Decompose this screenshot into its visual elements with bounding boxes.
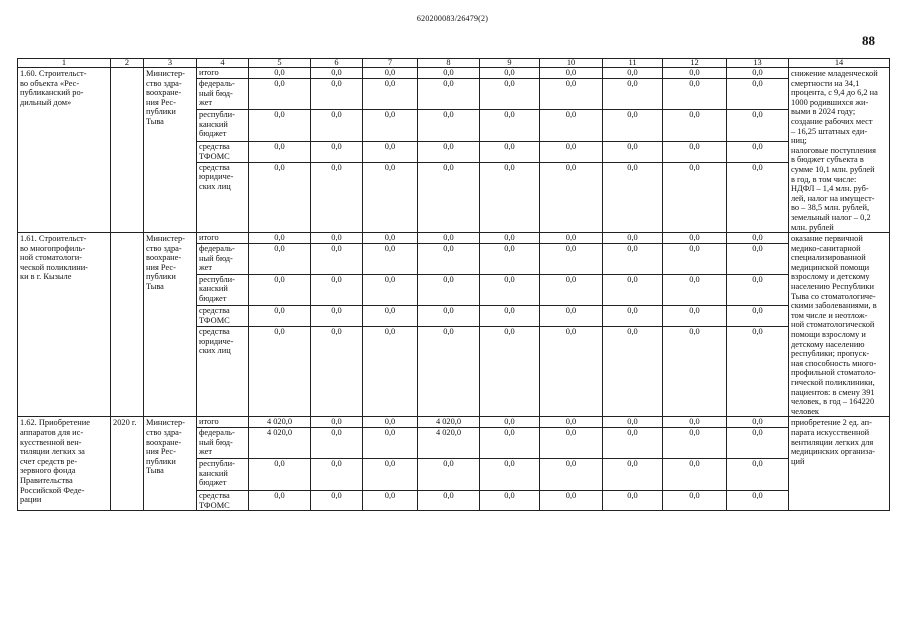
funding-value: 0,0: [540, 233, 603, 244]
funding-value: 0,0: [363, 162, 418, 232]
funding-value: 0,0: [603, 274, 663, 306]
text-line: медицинской помощи: [791, 262, 870, 272]
text-line: федераль-: [199, 427, 235, 437]
funding-value: 0,0: [249, 306, 311, 327]
funding-value: 0,0: [727, 274, 789, 306]
text-line: медицинских организа-: [791, 447, 875, 457]
funding-source: [197, 427, 249, 458]
text-line: парата искусственной: [791, 427, 870, 437]
column-number: 2: [111, 59, 144, 68]
funding-value: 0,0: [727, 458, 789, 490]
text-line: скими заболеваниями, в: [791, 301, 877, 311]
text-line: воохране-: [146, 253, 182, 263]
funding-value: 0,0: [727, 78, 789, 109]
text-line: ство здра-: [146, 78, 182, 88]
funding-value: 0,0: [363, 417, 418, 428]
funding-value: 0,0: [363, 274, 418, 306]
text-line: гической поликлиники,: [791, 378, 875, 387]
text-line: детскому населению: [791, 339, 865, 349]
text-line: ной стоматологи-: [20, 253, 82, 263]
funding-value: 0,0: [249, 243, 311, 274]
text-line: медико-санитарной: [791, 243, 861, 253]
funding-value: 0,0: [311, 68, 363, 79]
text-line: юридиче-: [199, 336, 234, 346]
text-line: Российской Феде-: [20, 485, 85, 495]
text-line: во многопрофиль-: [20, 243, 86, 253]
funding-source: [197, 109, 249, 141]
funding-value: 0,0: [540, 417, 603, 428]
funding-value: 0,0: [603, 427, 663, 458]
funding-value: 0,0: [603, 490, 663, 510]
text-line: выми в 2024 году;: [791, 107, 856, 117]
text-line: ство здра-: [146, 427, 182, 437]
text-line: ских лиц: [199, 181, 231, 191]
column-number: 7: [363, 59, 418, 68]
funding-value: 0,0: [540, 141, 603, 162]
funding-value: 0,0: [727, 327, 789, 417]
text-line: млн. рублей: [791, 222, 834, 232]
column-number: 4: [197, 59, 249, 68]
funding-value: 0,0: [727, 233, 789, 244]
text-line: публики: [146, 272, 176, 282]
text-line: ческой поликлини-: [20, 262, 88, 272]
funding-value: 0,0: [540, 68, 603, 79]
text-line: взрослому и детскому: [791, 272, 870, 282]
funding-value: 0,0: [480, 78, 540, 109]
text-line: жет: [199, 447, 213, 457]
funding-value: 0,0: [418, 141, 480, 162]
text-line: дильный дом»: [20, 97, 72, 107]
funding-value: 0,0: [418, 233, 480, 244]
expected-result: [789, 233, 890, 417]
text-line: итого: [199, 233, 219, 243]
funding-value: 0,0: [311, 109, 363, 141]
table-row: [18, 417, 890, 428]
column-number: 6: [311, 59, 363, 68]
funding-value: 0,0: [363, 243, 418, 274]
text-line: ТФОМС: [199, 316, 230, 326]
funding-value: 4 020,0: [418, 427, 480, 458]
text-line: населению Республики: [791, 282, 874, 292]
text-line: ций: [791, 456, 805, 466]
funding-value: 0,0: [418, 109, 480, 141]
funding-value: 0,0: [663, 427, 727, 458]
funding-value: 0,0: [418, 162, 480, 232]
funding-value: 0,0: [480, 327, 540, 417]
funding-value: 0,0: [311, 243, 363, 274]
column-number: 1: [18, 59, 111, 68]
funding-value: 0,0: [663, 68, 727, 79]
funding-value: 0,0: [480, 68, 540, 79]
text-line: человек: [791, 406, 819, 416]
funding-value: 0,0: [480, 274, 540, 306]
funding-value: 0,0: [663, 274, 727, 306]
text-line: в год, в том числе:: [791, 174, 857, 184]
funding-source: [197, 68, 249, 79]
funding-value: 0,0: [663, 78, 727, 109]
text-line: зервного фонда: [20, 466, 76, 476]
text-line: 1.61. Строительст-: [20, 234, 87, 244]
text-line: профильной стоматоло-: [791, 368, 876, 378]
funding-value: 0,0: [603, 417, 663, 428]
funding-value: 0,0: [727, 490, 789, 510]
funding-source: [197, 233, 249, 244]
text-line: жет: [199, 98, 213, 108]
funding-value: 0,0: [727, 162, 789, 232]
program-table: [17, 58, 890, 511]
text-line: кусственной вен-: [20, 437, 82, 447]
text-line: ТФОМС: [199, 151, 230, 161]
text-line: создание рабочих мест: [791, 116, 873, 126]
funding-value: 0,0: [480, 233, 540, 244]
funding-value: 0,0: [249, 78, 311, 109]
funding-value: 0,0: [363, 427, 418, 458]
funding-value: 0,0: [603, 243, 663, 274]
funding-value: 0,0: [311, 427, 363, 458]
funding-value: 0,0: [311, 327, 363, 417]
funding-value: 0,0: [363, 458, 418, 490]
funding-value: 0,0: [249, 327, 311, 417]
responsible-executor: [144, 417, 197, 511]
funding-value: 0,0: [540, 490, 603, 510]
text-line: человек, в год – 164220: [791, 397, 875, 407]
funding-value: 0,0: [727, 109, 789, 141]
funding-value: 0,0: [603, 109, 663, 141]
text-line: воохране-: [146, 88, 182, 98]
implementation-year: [111, 233, 144, 417]
text-line: Правительства: [20, 475, 73, 485]
text-line: 1.60. Строительст-: [20, 69, 87, 78]
text-line: средства: [199, 162, 230, 172]
funding-value: 0,0: [663, 233, 727, 244]
text-line: ниц;: [791, 136, 807, 146]
text-line: сумме 10,1 млн. рублей: [791, 164, 875, 174]
funding-value: 0,0: [363, 306, 418, 327]
text-line: канский: [199, 284, 228, 294]
document-id: 620200083/26479(2): [416, 14, 489, 23]
funding-value: 0,0: [311, 141, 363, 162]
text-line: средства: [199, 141, 230, 151]
funding-source: [197, 306, 249, 327]
text-line: ная способность много-: [791, 358, 877, 368]
funding-value: 0,0: [603, 68, 663, 79]
funding-source: [197, 78, 249, 109]
column-number: 5: [249, 59, 311, 68]
funding-value: 0,0: [249, 109, 311, 141]
text-line: республи-: [199, 274, 235, 284]
text-line: вентиляции легких для: [791, 437, 874, 447]
funding-value: 0,0: [363, 233, 418, 244]
text-line: НДФЛ – 1,4 млн. руб-: [791, 184, 869, 194]
funding-value: 0,0: [663, 306, 727, 327]
funding-value: 0,0: [603, 458, 663, 490]
funding-value: 0,0: [727, 243, 789, 274]
text-line: республики; пропуск-: [791, 349, 870, 359]
funding-value: 0,0: [363, 327, 418, 417]
text-line: земельный налог – 0,2: [791, 212, 871, 222]
funding-value: 0,0: [249, 458, 311, 490]
text-line: счет средств ре-: [20, 456, 78, 466]
funding-value: 0,0: [663, 417, 727, 428]
funding-value: 0,0: [540, 274, 603, 306]
text-line: публиканский ро-: [20, 88, 84, 98]
text-line: республи-: [199, 458, 235, 468]
text-line: Тыва со стоматологиче-: [791, 291, 876, 301]
text-line: республи-: [199, 109, 235, 119]
funding-value: 0,0: [249, 274, 311, 306]
text-line: 1000 родившихся жи-: [791, 97, 869, 107]
text-line: тиляции легких за: [20, 447, 85, 457]
funding-value: 0,0: [363, 490, 418, 510]
funding-value: 0,0: [663, 490, 727, 510]
implementation-year: [111, 68, 144, 233]
funding-value: 0,0: [249, 162, 311, 232]
text-line: специализированной: [791, 253, 866, 263]
responsible-executor: [144, 68, 197, 233]
funding-value: 0,0: [603, 233, 663, 244]
text-line: публики: [146, 456, 176, 466]
text-line: том числе и неотлож-: [791, 310, 868, 320]
text-line: бюджет: [199, 478, 227, 488]
funding-value: 0,0: [311, 490, 363, 510]
column-number: 14: [789, 59, 890, 68]
text-line: федераль-: [199, 78, 235, 88]
column-number: 3: [144, 59, 197, 68]
funding-value: 0,0: [663, 141, 727, 162]
funding-value: 0,0: [727, 417, 789, 428]
page-number: 88: [862, 33, 875, 48]
text-line: оказание первичной: [791, 234, 863, 244]
funding-value: 0,0: [663, 327, 727, 417]
text-line: Министер-: [146, 234, 185, 244]
funding-value: 0,0: [480, 162, 540, 232]
funding-value: 0,0: [311, 306, 363, 327]
text-line: приобретение 2 ед. ап-: [791, 418, 872, 428]
funding-value: 4 020,0: [418, 417, 480, 428]
text-line: юридиче-: [199, 172, 234, 182]
funding-value: 0,0: [249, 141, 311, 162]
funding-value: 0,0: [663, 109, 727, 141]
text-line: федераль-: [199, 243, 235, 253]
funding-value: 0,0: [249, 490, 311, 510]
text-line: 1.62. Приобретение: [20, 418, 90, 428]
funding-value: 0,0: [540, 162, 603, 232]
funding-value: 0,0: [480, 141, 540, 162]
funding-value: 4 020,0: [249, 427, 311, 458]
text-line: ство здра-: [146, 243, 182, 253]
funding-value: 0,0: [311, 417, 363, 428]
column-number: 11: [603, 59, 663, 68]
text-line: канский: [199, 119, 228, 129]
text-line: ния Рес-: [146, 262, 176, 272]
text-line: во объекта «Рес-: [20, 78, 80, 88]
implementation-year: 2020 г.: [111, 417, 144, 511]
funding-value: 0,0: [603, 78, 663, 109]
funding-source: [197, 274, 249, 306]
activity-name: [18, 233, 111, 417]
column-number: 8: [418, 59, 480, 68]
activity-name: [18, 417, 111, 511]
text-line: Тыва: [146, 282, 164, 292]
column-number-row: [18, 59, 890, 68]
text-line: процента, с 9,4 до 6,2 на: [791, 88, 878, 98]
funding-source: [197, 490, 249, 510]
funding-value: 0,0: [540, 78, 603, 109]
text-line: ния Рес-: [146, 447, 176, 457]
funding-source: [197, 141, 249, 162]
funding-value: 0,0: [311, 78, 363, 109]
funding-value: 0,0: [418, 490, 480, 510]
funding-value: 0,0: [418, 327, 480, 417]
funding-value: 0,0: [603, 306, 663, 327]
funding-source: [197, 458, 249, 490]
funding-value: 0,0: [480, 427, 540, 458]
text-line: ный бюд-: [199, 88, 233, 98]
funding-value: 0,0: [663, 243, 727, 274]
text-line: Тыва: [146, 466, 164, 476]
text-line: в бюджет субъекта в: [791, 155, 864, 165]
funding-value: 0,0: [311, 233, 363, 244]
text-line: во – 38,5 млн. рублей,: [791, 203, 870, 213]
funding-value: 0,0: [480, 458, 540, 490]
column-number: 12: [663, 59, 727, 68]
text-line: бюджет: [199, 293, 227, 303]
table-body: [18, 59, 890, 511]
funding-value: 0,0: [249, 68, 311, 79]
funding-value: 0,0: [540, 243, 603, 274]
table-row: [18, 233, 890, 244]
text-line: бюджет: [199, 129, 227, 139]
funding-value: 0,0: [480, 417, 540, 428]
funding-value: 0,0: [480, 109, 540, 141]
funding-value: 0,0: [363, 109, 418, 141]
activity-name: [18, 68, 111, 233]
text-line: ный бюд-: [199, 437, 233, 447]
funding-value: 0,0: [418, 458, 480, 490]
text-line: снижение младенческой: [791, 69, 878, 78]
text-line: итого: [199, 417, 219, 427]
text-line: средства: [199, 490, 230, 500]
funding-source: [197, 417, 249, 428]
funding-value: 0,0: [603, 162, 663, 232]
text-line: итого: [199, 68, 219, 77]
table-row: [18, 68, 890, 79]
text-line: аппаратов для ис-: [20, 427, 84, 437]
funding-value: 0,0: [480, 490, 540, 510]
funding-value: 0,0: [418, 68, 480, 79]
text-line: Министер-: [146, 418, 185, 428]
funding-value: 0,0: [418, 243, 480, 274]
funding-value: 0,0: [480, 306, 540, 327]
funding-value: 0,0: [540, 306, 603, 327]
column-number: 9: [480, 59, 540, 68]
funding-value: 0,0: [727, 141, 789, 162]
text-line: смертности на 34,1: [791, 78, 860, 88]
text-line: лей, налог на имущест-: [791, 193, 875, 203]
funding-value: 0,0: [540, 427, 603, 458]
funding-value: 0,0: [603, 141, 663, 162]
text-line: жет: [199, 263, 213, 273]
text-line: ния Рес-: [146, 97, 176, 107]
text-line: ный бюд-: [199, 253, 233, 263]
text-line: ских лиц: [199, 346, 231, 356]
funding-value: 0,0: [418, 306, 480, 327]
column-number: 10: [540, 59, 603, 68]
funding-value: 0,0: [727, 306, 789, 327]
expected-result: [789, 68, 890, 233]
funding-value: 0,0: [540, 109, 603, 141]
text-line: – 16,25 штатных еди-: [791, 126, 868, 136]
text-line: Министер-: [146, 69, 185, 78]
text-line: ки в г. Кызыле: [20, 272, 72, 282]
funding-value: 0,0: [663, 162, 727, 232]
text-line: канский: [199, 468, 228, 478]
funding-value: 0,0: [603, 327, 663, 417]
funding-value: 0,0: [311, 458, 363, 490]
text-line: налоговые поступления: [791, 145, 876, 155]
text-line: пациентов: в смену 391: [791, 387, 875, 397]
responsible-executor: [144, 233, 197, 417]
funding-value: 0,0: [363, 141, 418, 162]
column-number: 13: [727, 59, 789, 68]
text-line: средства: [199, 327, 230, 337]
text-line: ной стоматологической: [791, 320, 875, 330]
funding-value: 0,0: [311, 274, 363, 306]
text-line: публики: [146, 107, 176, 117]
text-line: средства: [199, 306, 230, 316]
funding-source: [197, 327, 249, 417]
funding-value: 0,0: [480, 243, 540, 274]
expected-result: [789, 417, 890, 511]
funding-value: 0,0: [540, 327, 603, 417]
funding-value: 0,0: [540, 458, 603, 490]
funding-value: 0,0: [311, 162, 363, 232]
text-line: ТФОМС: [199, 500, 230, 510]
funding-value: 0,0: [727, 427, 789, 458]
funding-value: 0,0: [249, 233, 311, 244]
funding-source: [197, 243, 249, 274]
funding-value: 0,0: [363, 68, 418, 79]
funding-value: 0,0: [418, 274, 480, 306]
funding-value: 0,0: [418, 78, 480, 109]
text-line: Тыва: [146, 116, 164, 126]
text-line: помощи взрослому и: [791, 330, 866, 340]
text-line: рации: [20, 495, 42, 505]
funding-source: [197, 162, 249, 232]
text-line: воохране-: [146, 437, 182, 447]
funding-value: 0,0: [663, 458, 727, 490]
funding-value: 4 020,0: [249, 417, 311, 428]
funding-value: 0,0: [727, 68, 789, 79]
funding-value: 0,0: [363, 78, 418, 109]
